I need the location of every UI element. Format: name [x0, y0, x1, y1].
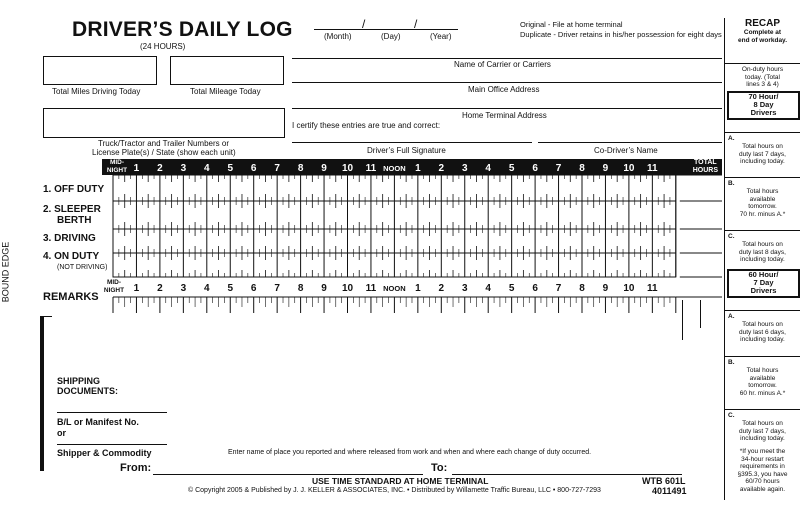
b60-text — [725, 367, 800, 397]
note-line3: requirements in — [740, 463, 785, 470]
hour-labels-top — [0, 159, 722, 175]
hour-label-bottom: 4 — [204, 283, 210, 294]
hour-label-bottom: NOON — [383, 284, 406, 293]
b60-label: B. — [728, 359, 735, 366]
codriver-line[interactable] — [538, 142, 722, 143]
a70-line2: duty last 7 days, — [739, 150, 786, 158]
recap-column — [725, 18, 800, 44]
carrier-label: Name of Carrier or Carriers — [454, 60, 551, 69]
box-60-hour — [727, 269, 800, 298]
recap-line[interactable] — [725, 63, 800, 64]
recap-subtitle-1: Complete at — [743, 29, 782, 36]
a70-line1: Total hours on — [742, 143, 783, 150]
hour-label-bottom: 1 — [415, 283, 421, 294]
b60-line1: Total hours — [746, 367, 779, 374]
hour-label: 9 — [321, 163, 327, 174]
hour-label-bottom: 10 — [341, 283, 354, 294]
shipping-label: SHIPPING — [57, 376, 101, 386]
a60-label: A. — [728, 313, 735, 320]
row-label-line2: (NOT DRIVING) — [57, 264, 108, 271]
hour-label: 2 — [157, 163, 163, 174]
hour-label: 7 — [555, 163, 562, 174]
box70-line1: 70 Hour/ — [748, 92, 779, 101]
hour-label-bottom: 7 — [274, 283, 280, 294]
home-terminal-line[interactable] — [292, 108, 722, 109]
recap-a60-line[interactable] — [725, 310, 800, 311]
hour-label: 1 — [415, 163, 421, 174]
codriver-label: Co-Driver’s Name — [594, 146, 658, 155]
midnight-line1: MID- — [109, 159, 125, 166]
carrier-line-top — [292, 58, 722, 59]
row-label-line1: 3. DRIVING — [43, 233, 96, 244]
c70-text — [725, 241, 800, 264]
certify-text: I certify these entries are true and correct: — [292, 121, 441, 130]
hour-label: 10 — [341, 163, 354, 174]
c70-label: C. — [728, 233, 735, 240]
to-line[interactable] — [452, 474, 682, 475]
remarks-divider-2 — [700, 300, 701, 328]
time-standard-note: USE TIME STANDARD AT HOME TERMINAL — [312, 476, 489, 486]
hour-label-bottom: 8 — [579, 283, 585, 294]
hour-label: 10 — [623, 163, 635, 174]
b60-line3: tomorrow. — [748, 382, 777, 389]
truck-label-1: Truck/Tractor and Trailer Numbers or — [98, 139, 229, 148]
hour-label: 8 — [297, 163, 304, 174]
hour-label-bottom: 6 — [532, 283, 538, 294]
note-line1: *If you meet the — [739, 448, 786, 455]
hour-label: 6 — [250, 163, 257, 174]
main-office-line[interactable] — [292, 82, 722, 83]
hour-label: 3 — [180, 163, 187, 174]
bl-line[interactable] — [57, 412, 167, 413]
from-line[interactable] — [153, 474, 423, 475]
total-miles-label: Total Miles Driving Today — [52, 87, 141, 96]
documents-label: DOCUMENTS: — [57, 386, 118, 396]
remarks-label: REMARKS — [43, 291, 99, 303]
hour-label: NOON — [383, 164, 406, 173]
shipper-label: Shipper & Commodity — [57, 448, 152, 458]
c60-text — [725, 420, 800, 443]
hour-label: 5 — [508, 163, 515, 174]
midnight-line2: NIGHT — [106, 166, 128, 174]
hour-label-bottom: 6 — [250, 283, 257, 294]
recap-title: RECAP — [744, 18, 780, 29]
total-line1: TOTAL — [694, 159, 717, 166]
hour-label-bottom: 3 — [180, 283, 187, 294]
box60-line1: 60 Hour/ — [748, 270, 779, 279]
hour-label-bottom: 11 — [647, 283, 658, 294]
form-code-2: 4011491 — [652, 486, 687, 496]
bound-edge-label: BOUND EDGE — [0, 241, 11, 303]
b70-line4: 70 hr. minus A.* — [739, 210, 786, 218]
truck-numbers-input[interactable] — [43, 108, 285, 138]
hour-label-bottom: 11 — [365, 283, 377, 294]
hour-label: 6 — [532, 163, 538, 174]
a60-line3: including today. — [740, 336, 785, 343]
main-office-label: Main Office Address — [468, 85, 540, 94]
to-label: To: — [431, 462, 448, 474]
note-line4: §395.3, you have — [737, 470, 788, 478]
row-label-line2: BERTH — [57, 215, 92, 226]
b60-line2: available — [749, 374, 776, 382]
hour-label-bottom: 9 — [321, 283, 327, 294]
b70-text — [725, 188, 800, 218]
note-line2: 34-hour restart — [741, 455, 784, 463]
c60-label: C. — [728, 412, 735, 419]
hour-labels-bottom — [0, 279, 722, 295]
hour-label-bottom: 1 — [133, 283, 140, 294]
date-separator: / — [362, 17, 366, 31]
total-miles-input[interactable] — [43, 56, 157, 85]
or-label: or — [57, 428, 66, 438]
place-note: Enter name of place you reported and where released from work and when and where each change of duty occurred. — [228, 449, 592, 456]
form-code-1: WTB 601L — [642, 476, 686, 486]
hour-label: 8 — [579, 163, 585, 174]
b70-label: B. — [728, 180, 735, 187]
box70-line3: Drivers — [750, 108, 777, 117]
b70-line3: tomorrow. — [748, 203, 777, 210]
recap-subtitle-2: end of workday. — [738, 36, 787, 44]
hour-label: 4 — [485, 163, 491, 174]
hour-label-bottom: 4 — [485, 283, 491, 294]
recap-b60-line[interactable] — [725, 356, 800, 357]
box60-line2: 7 Day — [753, 278, 774, 287]
hour-label: 11 — [365, 163, 377, 174]
day-field[interactable]: (Day) — [381, 32, 401, 41]
date-line — [314, 29, 458, 30]
hour-label-bottom: 7 — [555, 283, 562, 294]
hour-label-bottom: 5 — [508, 283, 515, 294]
a70-label: A. — [728, 135, 735, 142]
from-label: From: — [120, 462, 152, 474]
shipper-line[interactable] — [57, 444, 167, 445]
midnight-line2-bottom: NIGHT — [103, 286, 125, 294]
year-field[interactable]: (Year) — [430, 32, 452, 41]
b70-line1: Total hours — [746, 188, 779, 195]
recap-c70-line[interactable] — [725, 230, 800, 231]
page-title: DRIVER’S DAILY LOG — [72, 18, 293, 41]
remarks-bracket-left — [40, 316, 44, 471]
row-label-line1: 2. SLEEPER — [43, 204, 101, 215]
hour-label-bottom: 9 — [602, 283, 609, 294]
a70-line3: including today. — [740, 158, 785, 165]
box-70-hour — [727, 91, 800, 120]
total-line2: HOURS — [692, 166, 718, 174]
copyright: © Copyright 2005 & Published by J. J. KELLER & ASSOCIATES, INC. • Distributed by Willamette Traffic Bureau, LLC • 800-727-7293 — [188, 487, 601, 494]
total-mileage-input[interactable] — [170, 56, 284, 85]
b70-line2: available — [749, 195, 776, 203]
onduty-today — [725, 66, 800, 89]
hour-label-bottom: 2 — [438, 283, 445, 294]
c70-line2: duty last 8 days, — [739, 248, 786, 256]
hour-label: 9 — [602, 163, 609, 174]
page-subtitle: (24 HOURS) — [140, 42, 186, 51]
home-terminal-label: Home Terminal Address — [462, 111, 547, 120]
total-mileage-label: Total Mileage Today — [190, 87, 261, 96]
note-line5: 60/70 hours — [745, 478, 780, 485]
hour-label-bottom: 2 — [157, 283, 163, 294]
recap-c60-line[interactable] — [725, 409, 800, 410]
c60-line3: including today. — [740, 435, 785, 442]
note-line6: available again. — [739, 485, 786, 493]
bl-label: B/L or Manifest No. — [57, 417, 139, 427]
c70-line3: including today. — [740, 256, 785, 263]
truck-label-2: License Plate(s) / State (show each unit) — [92, 148, 236, 157]
hour-label: 5 — [227, 163, 234, 174]
onduty-line2: today. (Total — [745, 73, 780, 81]
b60-line4: 60 hr. minus A.* — [739, 389, 786, 397]
a60-line1: Total hours on — [742, 321, 783, 328]
driver-signature-label: Driver’s Full Signature — [367, 146, 446, 155]
hour-label: 3 — [461, 163, 468, 174]
recap-a70-line[interactable] — [725, 132, 800, 133]
month-field[interactable]: (Month) — [324, 32, 352, 41]
c70-line1: Total hours on — [742, 241, 783, 248]
hour-label: 2 — [438, 163, 445, 174]
onduty-line3: lines 3 & 4) — [746, 81, 779, 88]
hour-label-bottom: 3 — [461, 283, 468, 294]
c60-line1: Total hours on — [742, 420, 783, 427]
restart-note — [725, 448, 800, 493]
duplicate-note: Duplicate - Driver retains in his/her possession for eight days — [520, 30, 722, 39]
onduty-line1: On-duty hours — [741, 66, 784, 73]
hour-label: 7 — [274, 163, 280, 174]
hour-label: 11 — [647, 163, 658, 174]
remarks-bracket-top — [40, 316, 52, 317]
hour-label-bottom: 5 — [227, 283, 234, 294]
box70-line2: 8 Day — [753, 100, 774, 109]
driver-signature-line[interactable] — [292, 142, 532, 143]
a60-text — [725, 321, 800, 344]
row-label-line1: 1. OFF DUTY — [43, 184, 105, 195]
midnight-line1-bottom: MID- — [106, 279, 122, 286]
row-label-line1: 4. ON DUTY — [43, 251, 100, 262]
a60-line2: duty last 6 days, — [739, 328, 786, 336]
remarks-divider — [682, 300, 683, 340]
box60-line3: Drivers — [750, 286, 777, 295]
date-separator: / — [414, 17, 418, 31]
hour-label-bottom: 8 — [297, 283, 304, 294]
a70-text — [725, 143, 800, 166]
original-note: Original - File at home terminal — [520, 20, 623, 29]
remarks-area[interactable] — [122, 316, 682, 446]
hour-label-bottom: 10 — [623, 283, 635, 294]
hour-label: 4 — [204, 163, 210, 174]
hour-label: 1 — [133, 163, 140, 174]
recap-b70-line[interactable] — [725, 177, 800, 178]
c60-line2: duty last 7 days, — [739, 427, 786, 435]
